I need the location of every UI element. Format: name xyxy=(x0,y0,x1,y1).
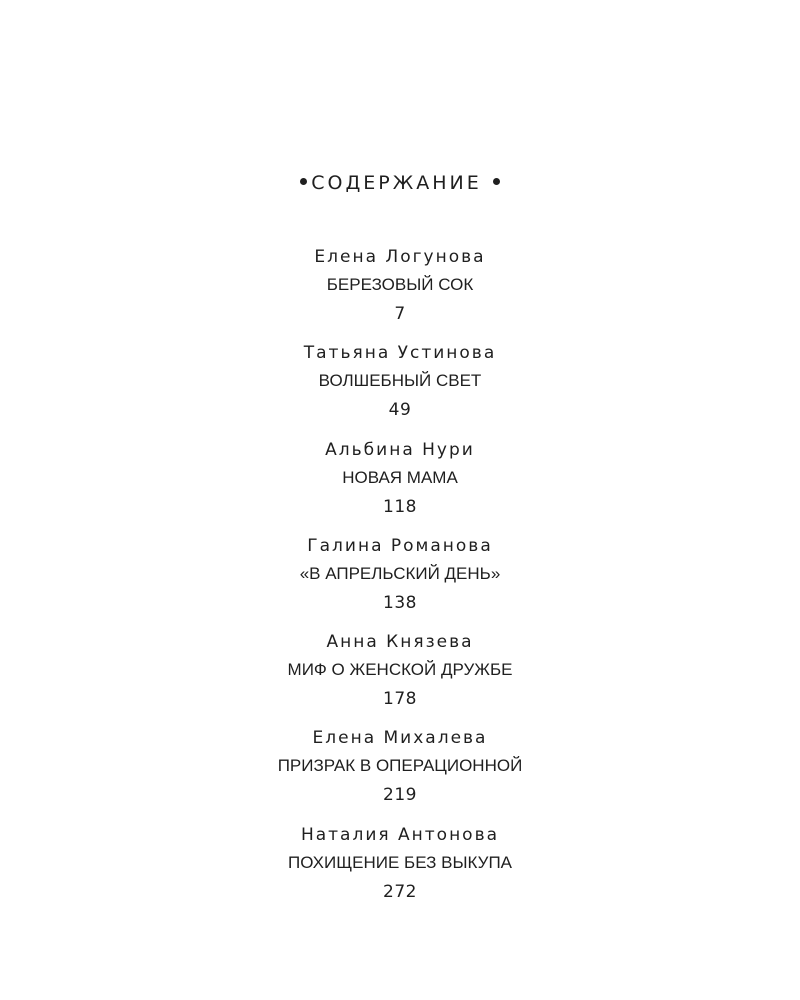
toc-entry-page-number: 118 xyxy=(383,496,417,517)
toc-entry-author: Елена Михалева xyxy=(312,728,488,749)
toc-entry-page-number: 7 xyxy=(394,304,406,324)
toc-entry-page-number: 49 xyxy=(388,400,412,421)
bullet-dot-icon xyxy=(300,178,307,185)
toc-entry-page-number: 272 xyxy=(383,881,417,902)
toc-entry-title: БЕРЕЗОВЫЙ СОК xyxy=(326,275,474,294)
toc-entry xyxy=(0,532,800,628)
toc-entry xyxy=(0,243,800,339)
toc-entry-author: Наталия Антонова xyxy=(300,824,500,845)
toc-entry-title: «В АПРЕЛЬСКИЙ ДЕНЬ» xyxy=(299,563,501,583)
toc-entry xyxy=(0,339,800,435)
toc-entry-author: Анна Князева xyxy=(326,632,474,653)
toc-entry-page-number: 178 xyxy=(383,689,417,710)
toc-entry xyxy=(0,436,800,532)
toc-entry-title: МИФ О ЖЕНСКОЙ ДРУЖБЕ xyxy=(287,660,513,680)
toc-entry-title: ВОЛШЕБНЫЙ СВЕТ xyxy=(318,371,482,391)
toc-heading xyxy=(0,170,800,196)
toc-entry-title: ПРИЗРАК В ОПЕРАЦИОННОЙ xyxy=(277,756,523,776)
toc-entry-author: Альбина Нури xyxy=(325,439,475,460)
bullet-dot-icon xyxy=(493,178,500,185)
toc-entry-title: НОВАЯ МАМА xyxy=(342,467,458,487)
toc-entry-title: ПОХИЩЕНИЕ БЕЗ ВЫКУПА xyxy=(287,852,513,872)
toc-entry xyxy=(0,821,800,917)
toc-entry xyxy=(0,628,800,724)
toc-entry-page-number: 138 xyxy=(383,592,417,613)
toc-entry-author: Татьяна Устинова xyxy=(303,343,497,364)
toc-entry-author: Елена Логунова xyxy=(314,247,486,267)
toc-entry xyxy=(0,724,800,820)
toc-heading-text: СОДЕРЖАНИЕ xyxy=(311,172,482,194)
toc-entry-page-number: 219 xyxy=(383,785,417,806)
toc-list xyxy=(0,243,800,917)
toc-entry-author: Галина Романова xyxy=(307,535,493,556)
